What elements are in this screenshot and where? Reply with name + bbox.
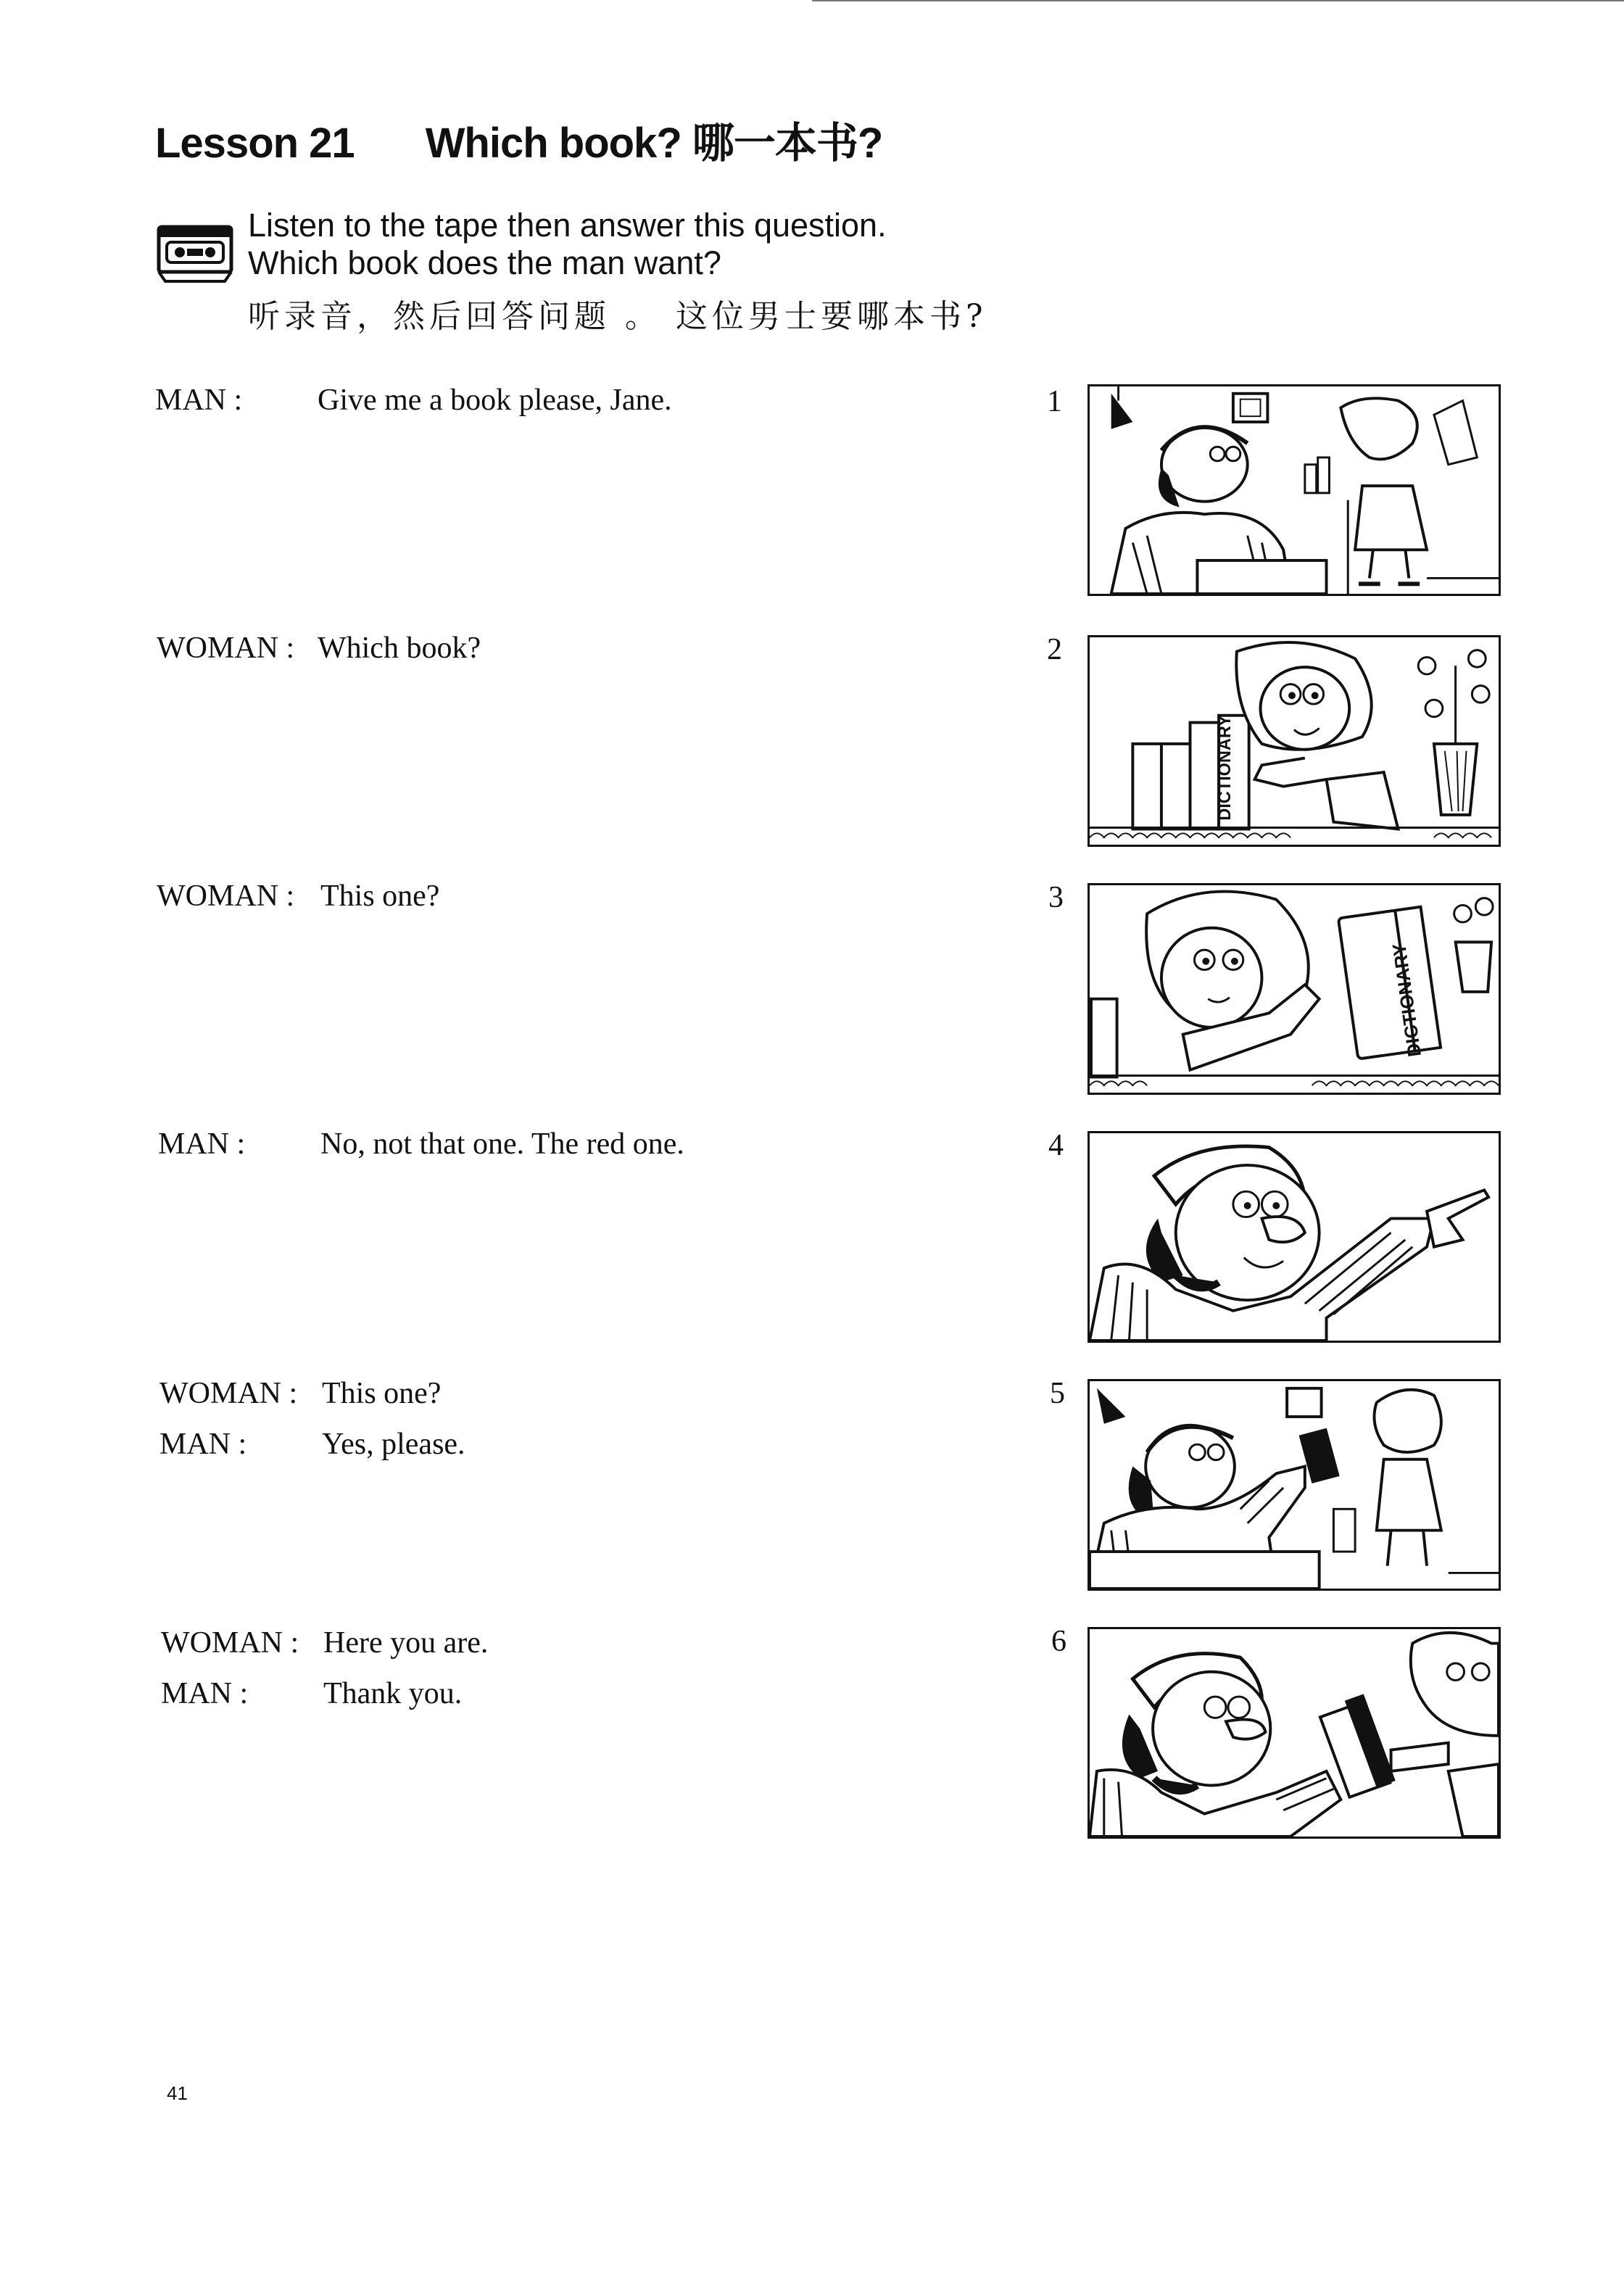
speaker: MAN :	[158, 1127, 246, 1161]
utterance: This one?	[320, 879, 440, 913]
instruction-line-2: Which book does the man want?	[248, 244, 721, 281]
book-cover-label: DICTIONARY	[1389, 942, 1426, 1059]
book-spine-label: DICTIONARY	[1215, 715, 1235, 821]
instructions	[248, 207, 887, 282]
panel-number: 3	[1048, 881, 1064, 914]
panel-number: 4	[1048, 1129, 1064, 1162]
utterance: Which book?	[318, 632, 481, 665]
speaker: MAN :	[161, 1677, 249, 1710]
utterance: No, not that one. The red one.	[320, 1127, 684, 1161]
comic-panel-3	[1088, 883, 1501, 1095]
panel-number: 6	[1051, 1625, 1066, 1658]
lesson-title: Which book? 哪一本书?	[425, 120, 883, 167]
panel-number: 1	[1047, 385, 1062, 418]
utterance: Yes, please.	[322, 1428, 465, 1461]
panel-number: 2	[1047, 633, 1062, 666]
comic-panel-4	[1088, 1131, 1501, 1343]
instruction-chinese: 听录音，然后回答问题 。 这位男士要哪本书?	[248, 298, 987, 335]
utterance: Give me a book please, Jane.	[318, 384, 672, 417]
speaker: WOMAN :	[161, 1626, 299, 1660]
speaker: MAN :	[155, 384, 243, 417]
panel-number: 5	[1050, 1377, 1065, 1410]
utterance: Here you are.	[323, 1626, 489, 1660]
utterance: This one?	[322, 1377, 442, 1410]
speaker: WOMAN :	[160, 1377, 298, 1410]
speaker: MAN :	[160, 1428, 247, 1461]
instruction-line-1: Listen to the tape then answer this question.	[248, 207, 887, 244]
lesson-heading	[155, 109, 882, 170]
comic-panel-6	[1088, 1627, 1501, 1839]
comic-panel-5	[1088, 1379, 1501, 1591]
comic-panel-1	[1088, 384, 1501, 596]
top-rule	[812, 0, 1624, 1]
comic-panel-2	[1088, 635, 1501, 847]
utterance: Thank you.	[323, 1677, 463, 1710]
speaker: WOMAN :	[157, 879, 295, 913]
speaker: WOMAN :	[157, 632, 295, 665]
cassette-tape-icon	[157, 225, 233, 283]
lesson-number: Lesson 21	[155, 120, 355, 167]
page-number: 41	[167, 2082, 188, 2104]
